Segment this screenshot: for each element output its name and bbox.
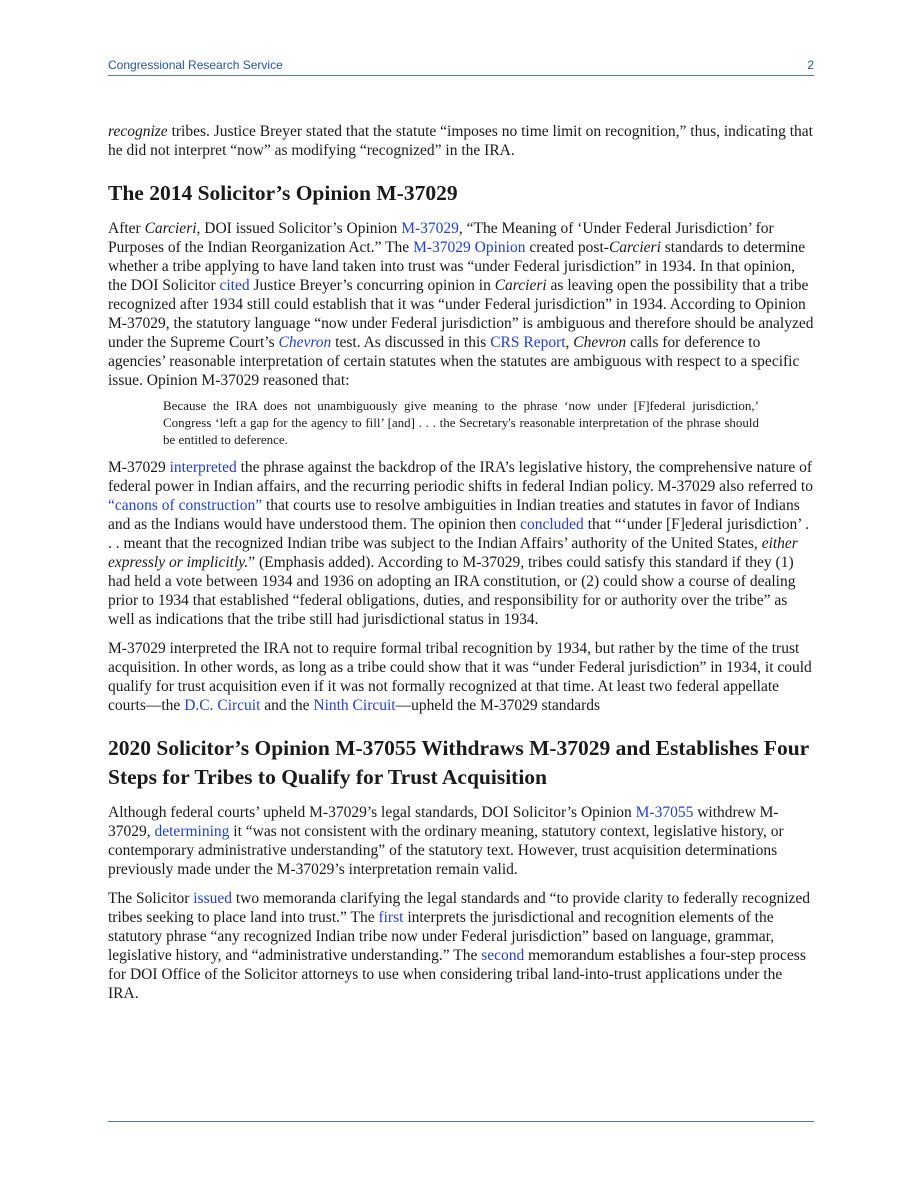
paragraph-5 bbox=[108, 803, 814, 879]
text: ” (Emphasis added). According to M-37029, tribes could satisfy this standard if they (1) had held a vote between 1934 and 1936 on adopting an IRA constitution, or (2) could show a course of dealing prior to 1934 that established “federal obligations, duties, and responsibility for or authority over the tribe” as well as indications that the tribe still had jurisdictional status in 1934. bbox=[108, 554, 796, 628]
paragraph-1 bbox=[108, 122, 814, 160]
italic-text: recognize bbox=[108, 123, 168, 140]
section-heading-2014: The 2014 Solicitor’s Opinion M-37029 bbox=[108, 181, 458, 205]
link-m-37029[interactable]: M-37029 bbox=[401, 220, 459, 237]
text: —upheld the M-37029 standards bbox=[395, 697, 601, 714]
text: as leaving open the possibility that a tribe recognized after 1934 still could establish that it was “under Federal jurisdiction” in 1934. According to Opinion M-37029, the statutory language “now under Federal jurisdiction” is ambiguous and therefore should be analyzed under the Supreme Court’s bbox=[108, 277, 814, 351]
text: the phrase against the backdrop of the IRA’s legislative history, the comprehensive nature of federal power in Indian affairs, and the recurring periodic shifts in federal Indian policy. M-37029 also referred to bbox=[108, 459, 813, 495]
text: Although federal courts’ upheld M-37029’s legal standards, DOI Solicitor’s Opinion bbox=[108, 804, 636, 821]
text: M-37029 bbox=[108, 459, 170, 476]
link-canons-of-construction[interactable]: “canons of construction” bbox=[108, 497, 263, 514]
italic-text: Carcieri bbox=[494, 277, 547, 294]
text: , bbox=[565, 334, 574, 351]
paragraph-6 bbox=[108, 889, 814, 1003]
footer-rule bbox=[108, 1121, 814, 1122]
text: test. As discussed in this bbox=[331, 334, 491, 351]
link-ninth-circuit[interactable]: Ninth Circuit bbox=[313, 697, 396, 714]
header-rule bbox=[108, 75, 814, 76]
text: that courts use to resolve ambiguities in Indian treaties and statutes in favor of Indians and as the Indians would have understood them. The opinion then bbox=[108, 497, 800, 533]
paragraph-3 bbox=[108, 458, 814, 629]
header-org: Congressional Research Service bbox=[108, 58, 283, 72]
page-number: 2 bbox=[807, 58, 814, 72]
text: memorandum establishes a four-step process for DOI Office of the Solicitor attorneys to use when considering tribal land-into-trust applications under the IRA. bbox=[108, 947, 806, 1002]
link-issued[interactable]: issued bbox=[193, 890, 232, 907]
link-crs-report[interactable]: CRS Report bbox=[490, 334, 566, 351]
link-cited[interactable]: cited bbox=[219, 277, 250, 294]
italic-text: either expressly or implicitly. bbox=[108, 535, 798, 571]
link-second[interactable]: second bbox=[481, 947, 525, 964]
text: , DOI issued Solicitor’s Opinion bbox=[196, 220, 402, 237]
text: and the bbox=[260, 697, 314, 714]
text: After bbox=[108, 220, 145, 237]
link-first[interactable]: first bbox=[378, 909, 404, 926]
text: that “‘under [F]ederal jurisdiction’ . . . meant that the recognized Indian tribe was subject to the Indian Affairs’ authority of the United States, bbox=[108, 516, 810, 552]
text: standards to determine whether a tribe applying to have land taken into trust was “under Federal jurisdiction” in 1934. In that opinion, the DOI Solicitor bbox=[108, 239, 806, 294]
text: calls for deference to agencies’ reasonable interpretation of certain statutes when the statutes are ambiguous with respect to a specific issue. Opinion M-37029 reasoned that: bbox=[108, 334, 800, 389]
document-body bbox=[108, 122, 814, 1003]
italic-text: Chevron bbox=[573, 334, 627, 351]
text: tribes. Justice Breyer stated that the statute “imposes no time limit on recognition,” thus, indicating that he did not interpret “now” as modifying “recognized” in the IRA. bbox=[108, 123, 813, 159]
text: interprets the jurisdictional and recognition elements of the statutory phrase “any recognized Indian tribe now under Federal jurisdiction” based on language, grammar, legislative history, and “administrative understanding.” The bbox=[108, 909, 775, 964]
text: it “was not consistent with the ordinary meaning, statutory context, legislative history, or contemporary administrative understanding” of the statutory text. However, trust acquisition determinations previously made under the M-37029’s interpretation remain valid. bbox=[108, 823, 784, 878]
text: created post- bbox=[525, 239, 609, 256]
section-heading-2020: 2020 Solicitor’s Opinion M-37055 Withdraws M-37029 and Establishes Four Steps for Tribes to Qualify for Trust Acquisition bbox=[108, 736, 809, 789]
link-dc-circuit[interactable]: D.C. Circuit bbox=[184, 697, 261, 714]
italic-text: Carcieri bbox=[144, 220, 197, 237]
link-determining[interactable]: determining bbox=[154, 823, 230, 840]
link-m-37029-opinion[interactable]: M-37029 Opinion bbox=[413, 239, 526, 256]
text: Justice Breyer’s concurring opinion in bbox=[249, 277, 495, 294]
link-m-37055[interactable]: M-37055 bbox=[635, 804, 694, 821]
paragraph-4 bbox=[108, 639, 814, 715]
link-chevron[interactable]: Chevron bbox=[278, 334, 332, 351]
text: two memoranda clarifying the legal standards and “to provide clarity to federally recognized tribes seeking to place land into trust.” The bbox=[108, 890, 811, 926]
link-interpreted[interactable]: interpreted bbox=[169, 459, 237, 476]
text: , “The Meaning of ‘Under Federal Jurisdiction’ for Purposes of the Indian Reorganization Act.” The bbox=[108, 220, 774, 256]
italic-text: Carcieri bbox=[608, 239, 661, 256]
link-concluded[interactable]: concluded bbox=[520, 516, 584, 533]
text: withdrew M-37029, bbox=[108, 804, 779, 840]
block-quote: Because the IRA does not unambiguously give meaning to the phrase ‘now under [F]federal jurisdiction,’ Congress ‘left a gap for the agency to fill’ [and] . . . the Secretary's reasonable interpretation of the phrase should be entitled to deference. bbox=[163, 398, 759, 447]
text: M-37029 interpreted the IRA not to require formal tribal recognition by 1934, but rather by the time of the trust acquisition. In other words, as long as a tribe could show that it was “under Federal jurisdiction” in 1934, it could qualify for trust acquisition even if it was not formally recognized at that time. At least two federal appellate courts—the bbox=[108, 640, 812, 714]
text: The Solicitor bbox=[108, 890, 194, 907]
paragraph-2 bbox=[108, 219, 814, 390]
page-header bbox=[108, 58, 814, 72]
